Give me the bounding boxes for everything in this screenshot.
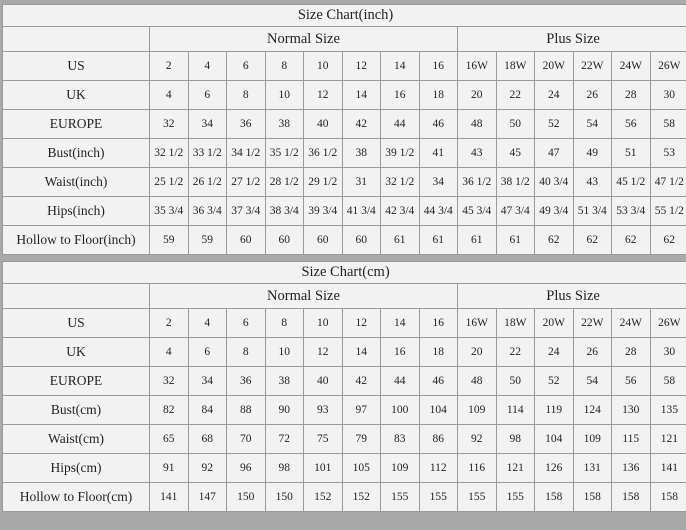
cell: 152 — [304, 483, 343, 512]
group-header-normal-size: Normal Size — [150, 284, 458, 309]
table-row — [3, 425, 686, 454]
cell: 56 — [612, 367, 651, 396]
cell: 46 — [419, 110, 458, 139]
cell: 158 — [612, 483, 651, 512]
cell: 4 — [188, 52, 227, 81]
cell: 44 3/4 — [419, 197, 458, 226]
cell: 38 — [265, 367, 304, 396]
cell: 44 — [381, 110, 420, 139]
cell: 16 — [419, 309, 458, 338]
cell: 40 — [304, 110, 343, 139]
cell: 47 — [535, 139, 574, 168]
cell: 24 — [535, 81, 574, 110]
cell: 90 — [265, 396, 304, 425]
cell: 18W — [496, 52, 535, 81]
cell: 114 — [496, 396, 535, 425]
chart-title: Size Chart(inch) — [3, 5, 686, 27]
cell: 28 — [612, 338, 651, 367]
cell: 12 — [342, 309, 381, 338]
cell: 26W — [650, 309, 686, 338]
cell: 26W — [650, 52, 686, 81]
row-label: Hips(inch) — [3, 197, 150, 226]
cell: 147 — [188, 483, 227, 512]
cell: 35 3/4 — [150, 197, 189, 226]
cell: 155 — [458, 483, 497, 512]
cell: 16W — [458, 52, 497, 81]
cell: 45 3/4 — [458, 197, 497, 226]
cell: 8 — [227, 338, 266, 367]
cell: 6 — [188, 338, 227, 367]
cell: 60 — [304, 226, 343, 255]
cell: 37 3/4 — [227, 197, 266, 226]
cell: 30 — [650, 338, 686, 367]
cell: 44 — [381, 367, 420, 396]
cell: 152 — [342, 483, 381, 512]
cell: 131 — [573, 454, 612, 483]
cell: 49 — [573, 139, 612, 168]
cell: 141 — [650, 454, 686, 483]
cell: 39 3/4 — [304, 197, 343, 226]
cell: 50 — [496, 367, 535, 396]
row-label: Bust(inch) — [3, 139, 150, 168]
cell: 42 3/4 — [381, 197, 420, 226]
cell: 6 — [188, 81, 227, 110]
cell: 86 — [419, 425, 458, 454]
cell: 75 — [304, 425, 343, 454]
cell: 47 1/2 — [650, 168, 686, 197]
cell: 101 — [304, 454, 343, 483]
cell: 59 — [150, 226, 189, 255]
cell: 16W — [458, 309, 497, 338]
cell: 22W — [573, 52, 612, 81]
cell: 34 — [419, 168, 458, 197]
cell: 2 — [150, 52, 189, 81]
group-header-blank — [3, 27, 150, 52]
cell: 43 — [573, 168, 612, 197]
chart-title: Size Chart(cm) — [3, 262, 686, 284]
cell: 141 — [150, 483, 189, 512]
cell: 36 — [227, 367, 266, 396]
table-row — [3, 226, 686, 255]
cell: 62 — [650, 226, 686, 255]
row-label: Waist(inch) — [3, 168, 150, 197]
cell: 92 — [188, 454, 227, 483]
cell: 84 — [188, 396, 227, 425]
cell: 36 1/2 — [458, 168, 497, 197]
table-row — [3, 81, 686, 110]
cell: 42 — [342, 367, 381, 396]
cell: 59 — [188, 226, 227, 255]
cell: 38 3/4 — [265, 197, 304, 226]
table-row — [3, 367, 686, 396]
cell: 97 — [342, 396, 381, 425]
cell: 158 — [650, 483, 686, 512]
table-group-row — [3, 284, 686, 309]
cell: 36 3/4 — [188, 197, 227, 226]
cell: 41 — [419, 139, 458, 168]
cell: 83 — [381, 425, 420, 454]
cell: 79 — [342, 425, 381, 454]
cell: 38 1/2 — [496, 168, 535, 197]
table-row — [3, 396, 686, 425]
cell: 58 — [650, 367, 686, 396]
cell: 29 1/2 — [304, 168, 343, 197]
cell: 109 — [381, 454, 420, 483]
cell: 48 — [458, 367, 497, 396]
cell: 35 1/2 — [265, 139, 304, 168]
cell: 36 1/2 — [304, 139, 343, 168]
cell: 38 — [265, 110, 304, 139]
cell: 45 — [496, 139, 535, 168]
cell: 61 — [458, 226, 497, 255]
cell: 48 — [458, 110, 497, 139]
cell: 50 — [496, 110, 535, 139]
cell: 51 — [612, 139, 651, 168]
size-chart-cm-block — [2, 261, 684, 512]
cell: 26 — [573, 81, 612, 110]
cell: 43 — [458, 139, 497, 168]
row-label: EUROPE — [3, 110, 150, 139]
cell: 58 — [650, 110, 686, 139]
cell: 62 — [573, 226, 612, 255]
group-header-blank — [3, 284, 150, 309]
cell: 47 3/4 — [496, 197, 535, 226]
cell: 119 — [535, 396, 574, 425]
cell: 26 1/2 — [188, 168, 227, 197]
cell: 6 — [227, 52, 266, 81]
cell: 40 — [304, 367, 343, 396]
cell: 8 — [265, 309, 304, 338]
cell: 40 3/4 — [535, 168, 574, 197]
cell: 60 — [227, 226, 266, 255]
cell: 12 — [342, 52, 381, 81]
cell: 20W — [535, 309, 574, 338]
cell: 109 — [573, 425, 612, 454]
table-row — [3, 139, 686, 168]
group-header-plus-size: Plus Size — [458, 284, 686, 309]
cell: 20 — [458, 81, 497, 110]
cell: 61 — [496, 226, 535, 255]
cell: 8 — [227, 81, 266, 110]
cell: 34 1/2 — [227, 139, 266, 168]
cell: 136 — [612, 454, 651, 483]
cell: 65 — [150, 425, 189, 454]
cell: 46 — [419, 367, 458, 396]
cell: 12 — [304, 338, 343, 367]
row-label: US — [3, 309, 150, 338]
size-chart-inch-table — [2, 4, 686, 255]
cell: 53 3/4 — [612, 197, 651, 226]
cell: 10 — [265, 81, 304, 110]
cell: 14 — [342, 81, 381, 110]
cell: 18 — [419, 81, 458, 110]
cell: 53 — [650, 139, 686, 168]
cell: 4 — [150, 338, 189, 367]
cell: 32 1/2 — [150, 139, 189, 168]
cell: 68 — [188, 425, 227, 454]
cell: 72 — [265, 425, 304, 454]
cell: 61 — [419, 226, 458, 255]
table-row — [3, 52, 686, 81]
cell: 121 — [496, 454, 535, 483]
cell: 41 3/4 — [342, 197, 381, 226]
cell: 155 — [496, 483, 535, 512]
cell: 24 — [535, 338, 574, 367]
cell: 38 — [342, 139, 381, 168]
cell: 16 — [381, 81, 420, 110]
cell: 14 — [381, 52, 420, 81]
cell: 96 — [227, 454, 266, 483]
cell: 22 — [496, 338, 535, 367]
group-header-plus-size: Plus Size — [458, 27, 686, 52]
cell: 158 — [535, 483, 574, 512]
table-row — [3, 110, 686, 139]
cell: 52 — [535, 110, 574, 139]
cell: 100 — [381, 396, 420, 425]
cell: 32 1/2 — [381, 168, 420, 197]
cell: 34 — [188, 110, 227, 139]
cell: 2 — [150, 309, 189, 338]
cell: 158 — [573, 483, 612, 512]
cell: 121 — [650, 425, 686, 454]
cell: 10 — [304, 52, 343, 81]
cell: 98 — [496, 425, 535, 454]
cell: 32 — [150, 110, 189, 139]
cell: 4 — [188, 309, 227, 338]
row-label: US — [3, 52, 150, 81]
cell: 28 — [612, 81, 651, 110]
cell: 135 — [650, 396, 686, 425]
cell: 39 1/2 — [381, 139, 420, 168]
cell: 52 — [535, 367, 574, 396]
cell: 124 — [573, 396, 612, 425]
cell: 104 — [535, 425, 574, 454]
cell: 26 — [573, 338, 612, 367]
cell: 42 — [342, 110, 381, 139]
cell: 6 — [227, 309, 266, 338]
cell: 130 — [612, 396, 651, 425]
cell: 62 — [535, 226, 574, 255]
cell: 18 — [419, 338, 458, 367]
group-header-normal-size: Normal Size — [150, 27, 458, 52]
row-label: UK — [3, 338, 150, 367]
row-label: UK — [3, 81, 150, 110]
cell: 60 — [265, 226, 304, 255]
cell: 51 3/4 — [573, 197, 612, 226]
cell: 12 — [304, 81, 343, 110]
cell: 88 — [227, 396, 266, 425]
row-label: Bust(cm) — [3, 396, 150, 425]
table-group-row — [3, 27, 686, 52]
cell: 16 — [381, 338, 420, 367]
cell: 32 — [150, 367, 189, 396]
cell: 4 — [150, 81, 189, 110]
cell: 24W — [612, 309, 651, 338]
cell: 116 — [458, 454, 497, 483]
row-label: Hollow to Floor(inch) — [3, 226, 150, 255]
cell: 92 — [458, 425, 497, 454]
table-row — [3, 197, 686, 226]
cell: 16 — [419, 52, 458, 81]
cell: 14 — [342, 338, 381, 367]
cell: 56 — [612, 110, 651, 139]
cell: 10 — [304, 309, 343, 338]
cell: 155 — [381, 483, 420, 512]
cell: 105 — [342, 454, 381, 483]
cell: 10 — [265, 338, 304, 367]
cell: 104 — [419, 396, 458, 425]
cell: 22 — [496, 81, 535, 110]
cell: 31 — [342, 168, 381, 197]
cell: 62 — [612, 226, 651, 255]
cell: 33 1/2 — [188, 139, 227, 168]
cell: 22W — [573, 309, 612, 338]
cell: 54 — [573, 367, 612, 396]
cell: 155 — [419, 483, 458, 512]
cell: 112 — [419, 454, 458, 483]
cell: 91 — [150, 454, 189, 483]
cell: 18W — [496, 309, 535, 338]
cell: 60 — [342, 226, 381, 255]
cell: 150 — [227, 483, 266, 512]
cell: 70 — [227, 425, 266, 454]
cell: 61 — [381, 226, 420, 255]
cell: 55 1/2 — [650, 197, 686, 226]
cell: 82 — [150, 396, 189, 425]
table-title-row — [3, 262, 686, 284]
cell: 36 — [227, 110, 266, 139]
cell: 30 — [650, 81, 686, 110]
cell: 49 3/4 — [535, 197, 574, 226]
row-label: Hollow to Floor(cm) — [3, 483, 150, 512]
cell: 98 — [265, 454, 304, 483]
row-label: Hips(cm) — [3, 454, 150, 483]
row-label: Waist(cm) — [3, 425, 150, 454]
size-chart-inch-block — [2, 4, 684, 255]
cell: 24W — [612, 52, 651, 81]
cell: 93 — [304, 396, 343, 425]
cell: 150 — [265, 483, 304, 512]
cell: 28 1/2 — [265, 168, 304, 197]
cell: 20W — [535, 52, 574, 81]
cell: 25 1/2 — [150, 168, 189, 197]
cell: 27 1/2 — [227, 168, 266, 197]
cell: 54 — [573, 110, 612, 139]
row-label: EUROPE — [3, 367, 150, 396]
cell: 34 — [188, 367, 227, 396]
table-row — [3, 338, 686, 367]
table-row — [3, 483, 686, 512]
table-row — [3, 454, 686, 483]
table-title-row — [3, 5, 686, 27]
cell: 20 — [458, 338, 497, 367]
cell: 45 1/2 — [612, 168, 651, 197]
cell: 126 — [535, 454, 574, 483]
cell: 115 — [612, 425, 651, 454]
table-row — [3, 168, 686, 197]
cell: 109 — [458, 396, 497, 425]
cell: 14 — [381, 309, 420, 338]
table-row — [3, 309, 686, 338]
cell: 8 — [265, 52, 304, 81]
size-chart-cm-table — [2, 261, 686, 512]
